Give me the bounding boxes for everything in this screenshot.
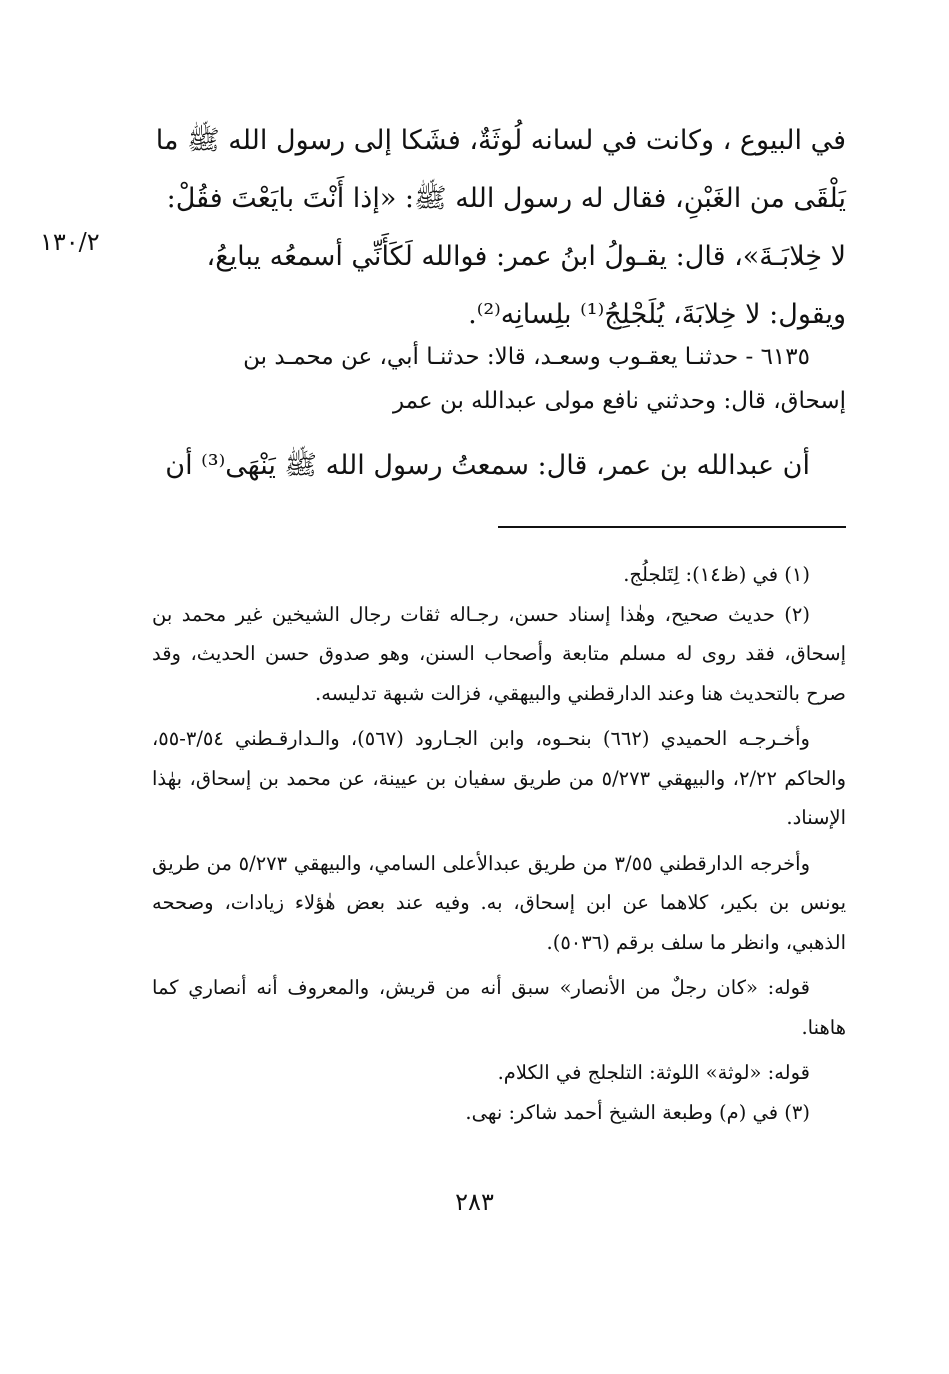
hadith-text [152, 440, 846, 492]
page-number: ٢٨٣ [455, 1188, 494, 1216]
main-text-line: في البيوع ، وكانت في لسانه لُوثَةٌ، فشَكا إلى رسول الله ﷺ ما [155, 125, 846, 156]
footnote-2-sources: وأخـرجـه الحميدي (٦٦٢) بنحـوه، وابن الجـارود (٥٦٧)، والـدارقـطني ٣/٥٤-٥٥، والحاكم ٢/٢٢، والبيهقي ٥/٢٧٣ من طريق سفيان بن عيينة، عن محمد بن إسحاق، بهٰذا الإسناد. [152, 727, 846, 829]
footnote-divider [498, 526, 846, 528]
footnote-2-note-luthah: قوله: «لوثة» اللوثة: التلجلج في الكلام. [497, 1061, 810, 1084]
hadith-text-line: أن عبدالله بن عمر، قال: سمعتُ رسول الله ﷺ يَنْهَى⁽³⁾ أن [165, 450, 810, 481]
main-text-line: لا خِلابَـةَ»، قال: يقـولُ ابنُ عمر: فوالله لَكَأَنِّي أسمعُه يبايعُ، [206, 241, 846, 272]
footnote-3: (٣) في (م) وطبعة الشيخ أحمد شاكر: نهى. [465, 1100, 810, 1124]
footnotes [152, 555, 846, 1132]
hadith-chain-line: إسحاق، قال: وحدثني نافع مولى عبدالله بن عمر [392, 388, 846, 414]
hadith-chain [152, 335, 846, 423]
footnote-2-more-sources: وأخرجه الدارقطني ٣/٥٥ من طريق عبدالأعلى السامي، والبيهقي ٥/٢٧٣ من طريق يونس بن بكير، كلاهما عن ابن إسحاق، به. وفيه عند بعض هٰؤلاء زيادات، وصححه الذهبي، وانظر ما سلف برقم (٥٠٣٦). [152, 851, 846, 954]
margin-reference: ١٣٠/٢ [40, 228, 100, 256]
footnote-2-note-ansar: قوله: «كان رجلٌ من الأنصار» سبق أنه من قريش، والمعروف أنه أنصاري كما هاهنا. [152, 976, 846, 1039]
main-text-line: ويقول: لا خِلابَةَ، يُلَجْلِجُ⁽¹⁾ بلِسانِه⁽²⁾. [468, 299, 846, 330]
main-text-line: يَلْقَى من الغَبْنِ، فقال له رسول الله ﷺ: «إذا أَنْتَ بايَعْتَ فقُلْ: [166, 183, 846, 214]
footnote-2: (٢) حديث صحيح، وهٰذا إسناد حسن، رجـاله ثقات رجال الشيخين غير محمد بن إسحاق، فقد روى له مسلم متابعة وأصحاب السنن، وهو صدوق حسن الحديث، وقد صرح بالتحديث هنا وعند الدارقطني والبيهقي، فزالت شبهة تدليسه. [152, 602, 846, 705]
hadith-chain-line: ٦١٣٥ - حدثنـا يعقـوب وسعـد، قالا: حدثنـا أبي، عن محمـد بن [243, 344, 810, 370]
main-text [152, 112, 846, 344]
footnote-1: (١) في (ظ١٤): لِتَلجلُج. [623, 563, 810, 586]
